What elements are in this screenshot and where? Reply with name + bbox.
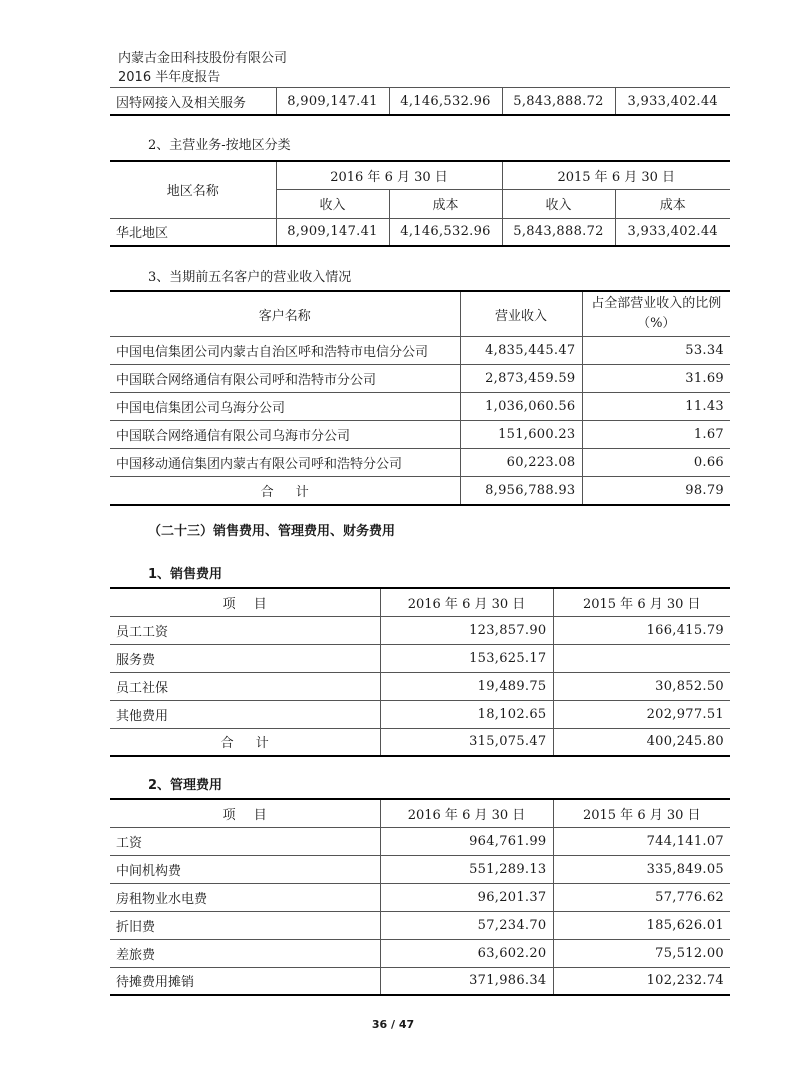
- table-row: [110, 421, 730, 449]
- value-2016: 57,234.70: [380, 911, 553, 939]
- header-2016: 2016 年 6 月 30 日: [380, 799, 553, 827]
- section-title-selling: 1、销售费用: [148, 567, 223, 582]
- value-2016: 63,602.20: [380, 939, 553, 967]
- customers-table: [110, 290, 730, 506]
- header-2015: 2015 年 6 月 30 日: [553, 588, 730, 616]
- value-2016: 551,289.13: [380, 855, 553, 883]
- item-name: 员工工资: [116, 624, 169, 640]
- table-row: [110, 616, 730, 644]
- table-row: [110, 672, 730, 700]
- value-2015: 57,776.62: [553, 883, 730, 911]
- header-revenue: 收入: [502, 189, 615, 218]
- table-row: [110, 827, 730, 855]
- header-cost: 成本: [615, 189, 730, 218]
- table-row: [110, 939, 730, 967]
- header-revenue: 收入: [276, 189, 389, 218]
- value-2015: 335,849.05: [553, 855, 730, 883]
- revenue-cell: 2,873,459.59: [460, 365, 582, 393]
- value-2015: 166,415.79: [553, 616, 730, 644]
- item-name: 房租物业水电费: [116, 891, 208, 907]
- header-percentage: 占全部营业收入的比例（%）: [582, 291, 730, 337]
- customer-name: 中国联合网络通信有限公司乌海市分公司: [116, 429, 351, 444]
- item-name: 工资: [116, 835, 143, 851]
- table-row: [110, 967, 730, 995]
- value-2015: 202,977.51: [553, 700, 730, 728]
- value-2016: 18,102.65: [380, 700, 553, 728]
- header-2016: 2016 年 6 月 30 日: [380, 588, 553, 616]
- total-label: 合 计: [220, 736, 269, 752]
- table-row: [110, 365, 730, 393]
- customer-name: 中国联合网络通信有限公司呼和浩特市分公司: [116, 373, 377, 388]
- item-name: 中间机构费: [116, 863, 182, 879]
- total-2016: 315,075.47: [380, 728, 553, 756]
- selling-expenses-table: [110, 587, 730, 757]
- table-header-row: [110, 799, 730, 827]
- item-name: 待摊费用摊销: [116, 975, 195, 991]
- percentage-cell: 53.34: [582, 337, 730, 365]
- header-2015: 2015 年 6 月 30 日: [502, 161, 730, 189]
- table-row: [110, 218, 730, 246]
- revenue-cell: 1,036,060.56: [460, 393, 582, 421]
- customer-name: 中国电信集团公司乌海分公司: [116, 401, 286, 416]
- table-row: [110, 644, 730, 672]
- table-header-row: [110, 588, 730, 616]
- value-cell: 5,843,888.72: [502, 218, 615, 246]
- report-title: 2016 半年度报告: [118, 70, 221, 85]
- region-table: [110, 160, 730, 247]
- table-header-row: [110, 291, 730, 337]
- customer-name: 中国电信集团公司内蒙古自治区呼和浩特市电信分公司: [116, 345, 429, 360]
- table-header-row: [110, 161, 730, 189]
- value-2015: 30,852.50: [553, 672, 730, 700]
- value-2016: 96,201.37: [380, 883, 553, 911]
- value-2015: [553, 644, 730, 672]
- value-cell: 3,933,402.44: [615, 88, 730, 116]
- total-label: 合 计: [260, 484, 309, 500]
- table-row: [110, 855, 730, 883]
- header-item: 项 目: [222, 807, 267, 823]
- section-title-region: 2、主营业务-按地区分类: [148, 138, 291, 153]
- section-title-customers: 3、当期前五名客户的营业收入情况: [148, 270, 352, 285]
- company-name: 内蒙古金田科技股份有限公司: [118, 51, 288, 66]
- section-title-admin: 2、管理费用: [148, 778, 223, 793]
- percentage-cell: 31.69: [582, 365, 730, 393]
- header-cost: 成本: [389, 189, 502, 218]
- value-2015: 102,232.74: [553, 967, 730, 995]
- value-cell: 4,146,532.96: [389, 218, 502, 246]
- header-2016: 2016 年 6 月 30 日: [276, 161, 502, 189]
- item-name: 差旅费: [116, 947, 156, 963]
- row-name: 因特网接入及相关服务: [116, 95, 247, 111]
- header-2015: 2015 年 6 月 30 日: [553, 799, 730, 827]
- table-row: [110, 700, 730, 728]
- customer-name: 中国移动通信集团内蒙古有限公司呼和浩特分公司: [116, 457, 403, 472]
- value-2015: 185,626.01: [553, 911, 730, 939]
- header-item: 项 目: [222, 596, 267, 612]
- header-customer-name: 客户名称: [258, 308, 311, 324]
- table-row: [110, 393, 730, 421]
- header-revenue: 营业收入: [460, 291, 582, 337]
- total-row: [110, 728, 730, 756]
- value-2016: 123,857.90: [380, 616, 553, 644]
- value-cell: 5,843,888.72: [502, 88, 615, 116]
- revenue-cell: 151,600.23: [460, 421, 582, 449]
- table-row: [110, 449, 730, 477]
- item-name: 折旧费: [116, 919, 156, 935]
- revenue-cell: 60,223.08: [460, 449, 582, 477]
- percentage-cell: 11.43: [582, 393, 730, 421]
- total-revenue: 8,956,788.93: [460, 477, 582, 505]
- value-2016: 19,489.75: [380, 672, 553, 700]
- section-title-expenses: （二十三）销售费用、管理费用、财务费用: [148, 524, 396, 539]
- percentage-cell: 0.66: [582, 449, 730, 477]
- value-2016: 371,986.34: [380, 967, 553, 995]
- total-2015: 400,245.80: [553, 728, 730, 756]
- value-cell: 4,146,532.96: [389, 88, 502, 116]
- item-name: 其他费用: [116, 708, 169, 724]
- table-row: [110, 337, 730, 365]
- table-row: [110, 883, 730, 911]
- total-percentage: 98.79: [582, 477, 730, 505]
- value-2015: 75,512.00: [553, 939, 730, 967]
- revenue-cell: 4,835,445.47: [460, 337, 582, 365]
- value-cell: 3,933,402.44: [615, 218, 730, 246]
- total-row: [110, 477, 730, 505]
- table-row: [110, 88, 730, 116]
- value-2016: 964,761.99: [380, 827, 553, 855]
- value-cell: 8,909,147.41: [276, 218, 389, 246]
- region-cell: 华北地区: [116, 226, 169, 242]
- item-name: 员工社保: [116, 680, 169, 696]
- admin-expenses-table: [110, 798, 730, 996]
- value-2016: 153,625.17: [380, 644, 553, 672]
- page-number: 36 / 47: [371, 1018, 415, 1031]
- item-name: 服务费: [116, 652, 156, 668]
- header-region-name: 地区名称: [166, 184, 219, 200]
- value-2015: 744,141.07: [553, 827, 730, 855]
- top-continued-table: [110, 87, 730, 116]
- table-row: [110, 911, 730, 939]
- value-cell: 8,909,147.41: [276, 88, 389, 116]
- percentage-cell: 1.67: [582, 421, 730, 449]
